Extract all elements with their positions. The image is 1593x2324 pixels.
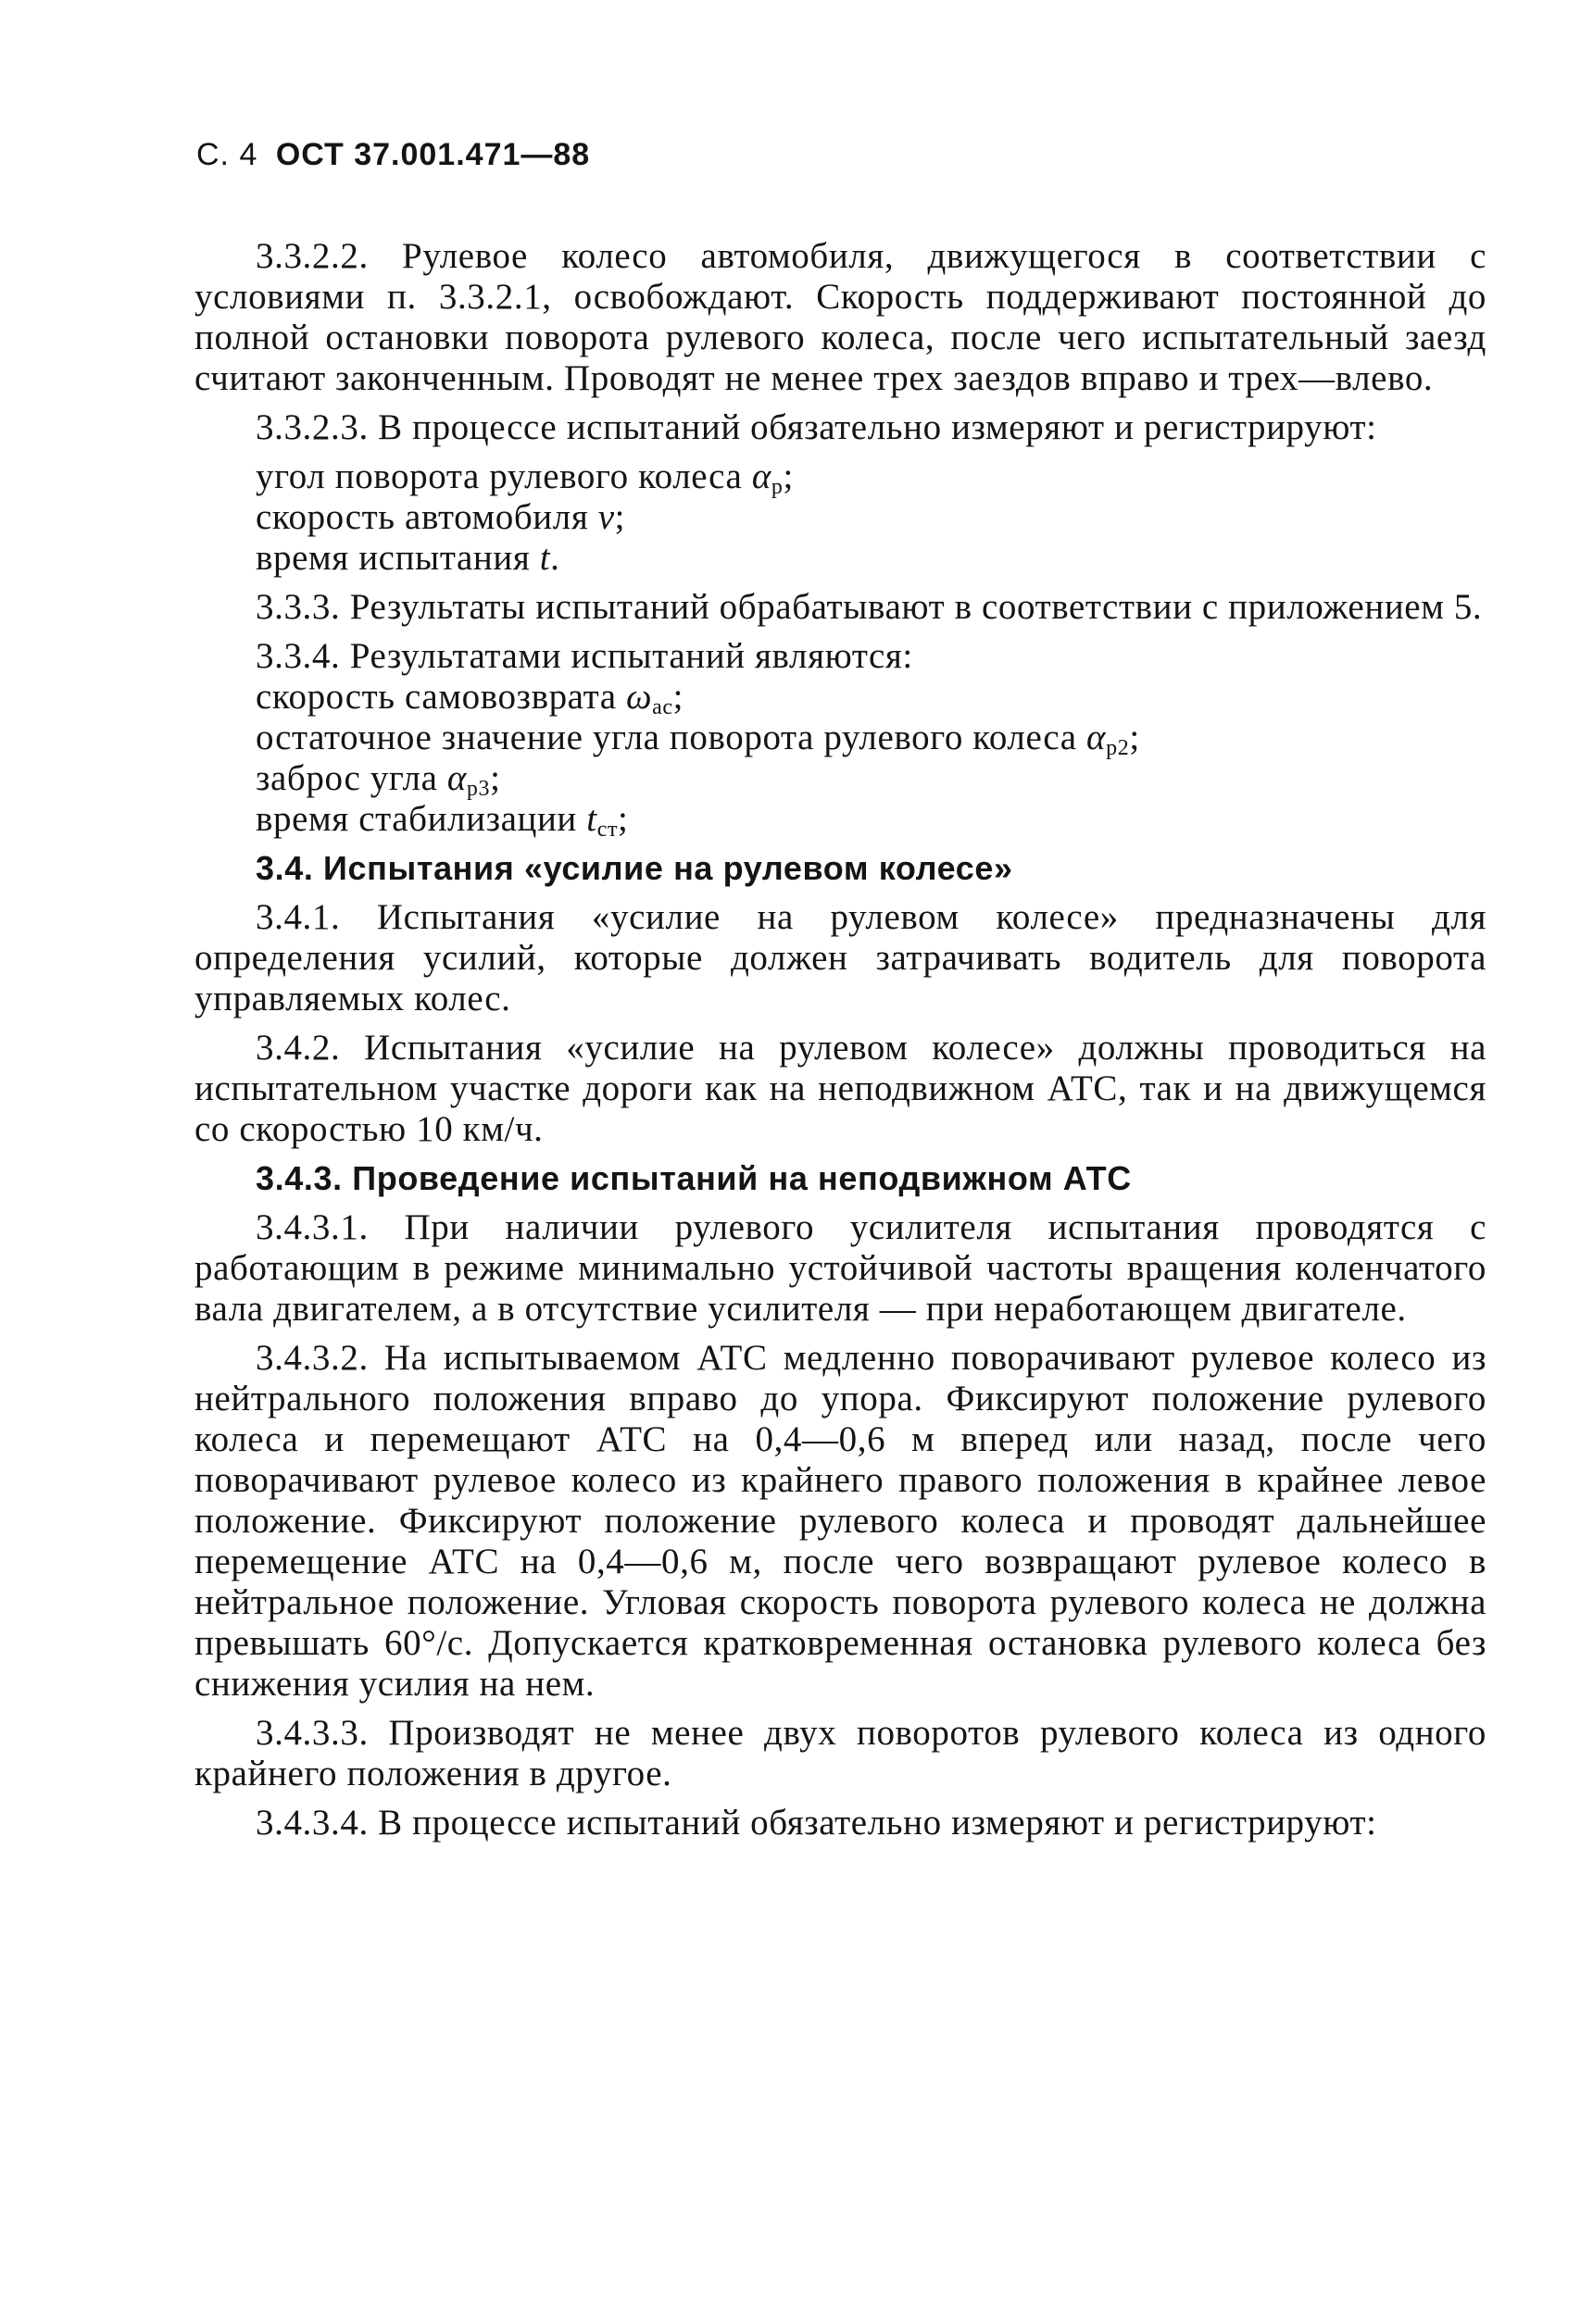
section-heading-3-4: 3.4. Испытания «усилие на рулевом колесе» (256, 849, 1013, 887)
list-item: остаточное значение угла поворота рулевого колеса $\alpha_{р2}$; (256, 718, 1140, 760)
page-header (196, 137, 590, 173)
paragraph-3-4-1: 3.4.1. Испытания «усилие на рулевом колесе» предназначены для определения усилий, которые должен затрачивать водитель для поворота управляемых колес. (194, 897, 1486, 1018)
list-item: заброс угла $\alpha_{р3}$; (256, 758, 501, 801)
paragraph-3-4-3-2: 3.4.3.2. На испытываемом АТС медленно поворачивают рулевое колесо из нейтрального положения вправо до упора. Фиксируют положение рулевого колеса и перемещают АТС на 0,4—0,6 м вперед или назад, после чего поворачивают рулевое колесо из крайнего правого положения в крайнее левое положение. Фиксируют положение рулевого колеса и проводят дальнейшее перемещение АТС на 0,4—0,6 м, после чего возвращают рулевое колесо в нейтральное положение. Угловая скорость поворота рулевого колеса не должна превышать 60°/с. Допускается кратковременная остановка рулевого колеса без снижения усилия на нем. (194, 1338, 1486, 1704)
paragraph-3-4-3-1: 3.4.3.1. При наличии рулевого усилителя испытания проводятся с работающим в режиме минимально устойчивой частоты вращения коленчатого вала двигателем, а в отсутствие усилителя — при неработающем двигателе. (194, 1207, 1486, 1329)
paragraph-3-3-4: 3.3.4. Результатами испытаний являются: (256, 636, 913, 676)
paragraph-3-3-2-2: 3.3.2.2. Рулевое колесо автомобиля, движущегося в соответствии с условиями п. 3.3.2.1, освобождают. Скорость поддерживают постоянной до полной остановки поворота рулевого колеса, после чего испытательный заезд считают законченным. Проводят не менее трех заездов вправо и трех—влево. (194, 236, 1486, 398)
list-item: скорость автомобиля v; (256, 497, 626, 537)
list-item: скорость самовозврата $\omega_{ас}$; (256, 677, 684, 719)
paragraph-3-4-2: 3.4.2. Испытания «усилие на рулевом колесе» должны проводиться на испытательном участке дороги как на неподвижном АТС, так и на движущемся со скоростью 10 км/ч. (194, 1028, 1486, 1149)
standard-code: ОСТ 37.001.471—88 (275, 137, 591, 172)
list-item: время стабилизации $t_{ст}$; (256, 799, 629, 842)
list-item: угол поворота рулевого колеса $\alpha_р$; (256, 456, 794, 499)
page-number: С. 4 (196, 137, 258, 172)
section-heading-3-4-3: 3.4.3. Проведение испытаний на неподвижном АТС (256, 1159, 1132, 1197)
paragraph-3-4-3-3: 3.4.3.3. Производят не менее двух поворотов рулевого колеса из одного крайнего положения в другое. (194, 1713, 1486, 1793)
paragraph-3-3-3: 3.3.3. Результаты испытаний обрабатывают в соответствии с приложением 5. (256, 587, 1483, 627)
list-item: время испытания t. (256, 538, 560, 578)
paragraph-3-3-2-3: 3.3.2.3. В процессе испытаний обязательно измеряют и регистрируют: (256, 407, 1377, 447)
document-body (194, 236, 1486, 1852)
paragraph-3-4-3-4: 3.4.3.4. В процессе испытаний обязательно измеряют и регистрируют: (256, 1803, 1377, 1843)
